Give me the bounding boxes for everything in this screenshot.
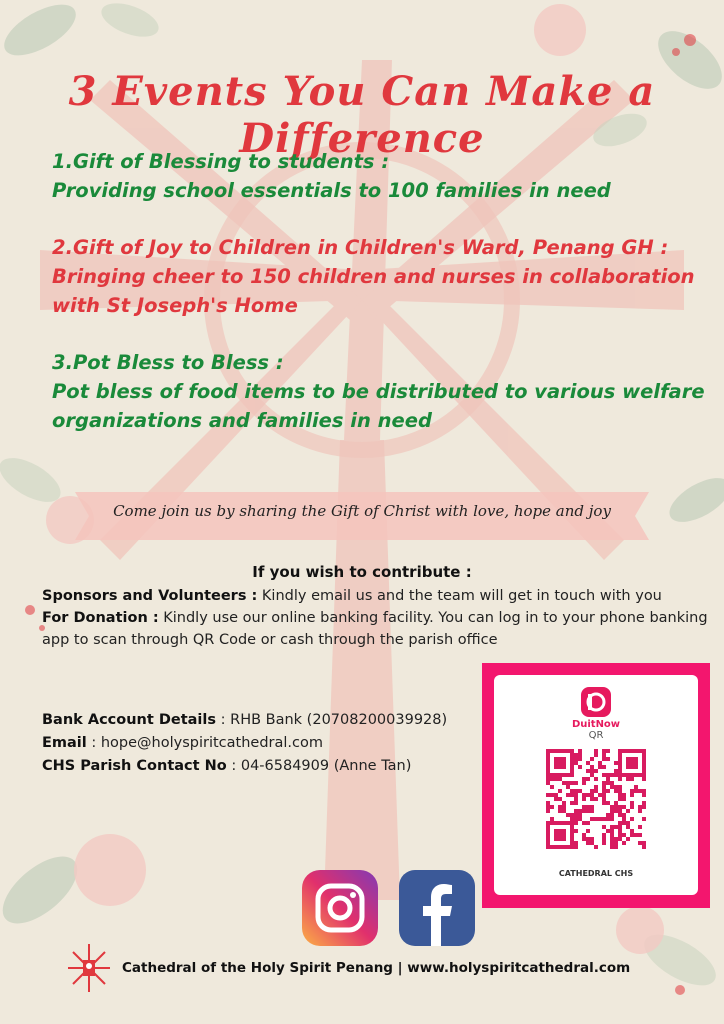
page-title: 3 Events You Can Make a Difference — [68, 68, 656, 162]
facebook-icon[interactable] — [399, 870, 475, 946]
qr-code[interactable] — [546, 749, 646, 849]
sponsors-label: Sponsors and Volunteers : — [42, 588, 258, 604]
event-heading: 3.Pot Bless to Bless : — [52, 351, 284, 374]
contact-value: : 04-6584909 (Anne Tan) — [226, 758, 412, 774]
instagram-icon[interactable] — [302, 870, 378, 946]
contribute-heading: If you wish to contribute : — [252, 563, 472, 581]
footer-text: Cathedral of the Holy Spirit Penang | www.holyspiritcathedral.com — [122, 960, 631, 976]
event-item — [52, 348, 712, 435]
events-list — [52, 147, 712, 463]
contact-line — [42, 755, 482, 778]
ribbon-text: Come join us by sharing the Gift of Christ with love, hope and joy — [113, 502, 611, 520]
bank-value: : RHB Bank (20708200039928) — [216, 712, 448, 728]
donation-text: Kindly use our online banking facility. You can log in to your phone banking app to scan through QR Code or cash through the parish office — [42, 610, 708, 648]
bank-line — [42, 709, 482, 732]
donation-line — [42, 607, 714, 651]
email-line — [42, 732, 482, 755]
event-item — [52, 147, 712, 205]
qr-card — [482, 663, 710, 908]
contact-details — [42, 709, 482, 778]
sponsors-line — [42, 585, 714, 607]
sponsors-text: Kindly email us and the team will get in touch with you — [257, 588, 662, 604]
event-description: Pot bless of food items to be distributed to various welfare organizations and families in need — [52, 380, 705, 432]
duitnow-subtitle: QR — [588, 730, 604, 741]
email-value[interactable]: : hope@holyspiritcathedral.com — [86, 735, 323, 751]
event-description: Bringing cheer to 150 children and nurses in collaboration with St Joseph's Home — [52, 265, 695, 317]
event-heading: 1.Gift of Blessing to students : — [52, 150, 390, 173]
contact-label: CHS Parish Contact No — [42, 758, 227, 774]
contribute-info — [42, 585, 714, 651]
event-heading: 2.Gift of Joy to Children in Children's Ward, Penang GH : — [52, 236, 669, 259]
event-description: Providing school essentials to 100 families in need — [52, 179, 611, 202]
qr-label: CATHEDRAL CHS — [558, 869, 634, 878]
email-label: Email — [42, 735, 87, 751]
duitnow-title: DuitNow — [571, 719, 621, 730]
bank-label: Bank Account Details — [42, 712, 217, 728]
donation-label: For Donation : — [42, 610, 159, 626]
duitnow-logo-icon — [581, 687, 611, 717]
qr-inner — [494, 675, 698, 895]
cathedral-logo-icon — [66, 942, 112, 994]
event-item — [52, 233, 712, 320]
duitnow-brand — [494, 719, 698, 741]
